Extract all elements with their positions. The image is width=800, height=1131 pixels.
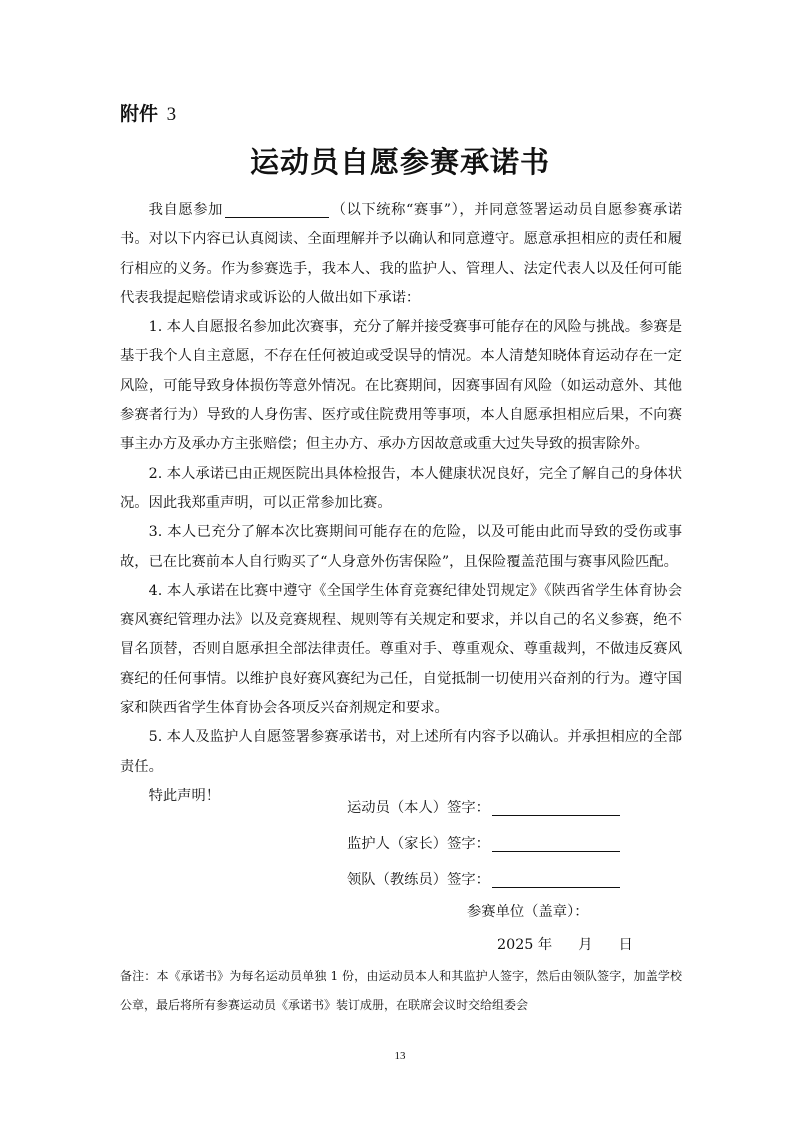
- footnote: 备注：本《承诺书》为每名运动员单独 1 份，由运动员本人和其监护人签字，然后由领队签字，加盖学校公章，最后将所有参赛运动员《承诺书》装订成册，在联席会议时交给组委会: [120, 969, 682, 1012]
- intro-after-blank: （以下统称“赛事”），并同意签署运动员自愿参赛承诺书。对以下内容已认真阅读、全面理解并予以确认和同意遵守。愿意承担相应的责任和履行相应的义务。作为参赛选手，我本人、我的监护人、管理人、法定代表人以及任何可能代表我提起赔偿请求或诉讼的人做出如下承诺：: [120, 202, 682, 306]
- attachment-number: 3: [166, 104, 177, 125]
- clause-1: 1. 本人自愿报名参加此次赛事，充分了解并接受赛事可能存在的风险与挑战。参赛是基于我个人自主意愿，不存在任何被迫或受误导的情况。本人清楚知晓体育运动存在一定风险，可能导致身体损伤等意外情况。在比赛期间，因赛事固有风险（如运动意外、其他参赛者行为）导致的人身伤害、医疗或住院费用等事项，本人自愿承担相应后果，不向赛事主办方及承办方主张赔偿；但主办方、承办方因故意或重大过失导致的损害除外。: [120, 319, 682, 453]
- athlete-signature-line[interactable]: [492, 799, 620, 816]
- leader-signature-row: [347, 861, 620, 897]
- clause-3: 3. 本人已充分了解本次比赛期间可能存在的危险，以及可能由此而导致的受伤或事故，已在比赛前本人自行购买了“人身意外伤害保险”，且保险覆盖范围与赛事风险匹配。: [120, 524, 682, 570]
- intro-paragraph: [120, 196, 682, 313]
- date-line: [497, 934, 633, 954]
- date-day: 日: [618, 937, 633, 953]
- attachment-text: 附件: [120, 103, 159, 125]
- event-name-blank[interactable]: [225, 200, 329, 218]
- signature-block: [347, 789, 620, 897]
- leader-signature-label: 领队（教练员）签字：: [347, 872, 490, 888]
- clause-4: 4. 本人承诺在比赛中遵守《全国学生体育竞赛纪律处罚规定》《陕西省学生体育协会赛风赛纪管理办法》以及竞赛规程、规则等有关规定和要求，并以自己的名义参赛，绝不冒名顶替，否则自愿承担全部法律责任。尊重对手、尊重观众、尊重裁判，不做违反赛风赛纪的任何事情。以维护良好赛风赛纪为己任，自觉抵制一切使用兴奋剂的行为。遵守国家和陕西省学生体育协会各项反兴奋剂规定和要求。: [120, 582, 682, 717]
- document-body: [120, 196, 682, 811]
- date-month: 月: [578, 937, 593, 953]
- unit-seal-label: 参赛单位（盖章）：: [467, 904, 589, 920]
- page-number: 13: [394, 1050, 406, 1062]
- clause-2: 2. 本人承诺已由正规医院出具体检报告，本人健康状况良好，完全了解自己的身体状况。因此我郑重声明，可以正常参加比赛。: [120, 465, 682, 511]
- date-year: 2025 年: [497, 937, 553, 953]
- athlete-signature-label: 运动员（本人）签字：: [347, 800, 490, 816]
- intro-before-blank: 我自愿参加: [148, 202, 224, 218]
- guardian-signature-label: 监护人（家长）签字：: [347, 836, 490, 852]
- clause-5: 5. 本人及监护人自愿签署参赛承诺书，对上述所有内容予以确认。并承担相应的全部责任。: [120, 729, 682, 775]
- document-title: 运动员自愿参赛承诺书: [249, 145, 550, 179]
- athlete-signature-row: [347, 789, 620, 825]
- guardian-signature-line[interactable]: [492, 835, 620, 852]
- leader-signature-line[interactable]: [492, 871, 620, 888]
- attachment-label: [120, 99, 176, 126]
- closing-statement: 特此声明！: [148, 787, 221, 804]
- guardian-signature-row: [347, 825, 620, 861]
